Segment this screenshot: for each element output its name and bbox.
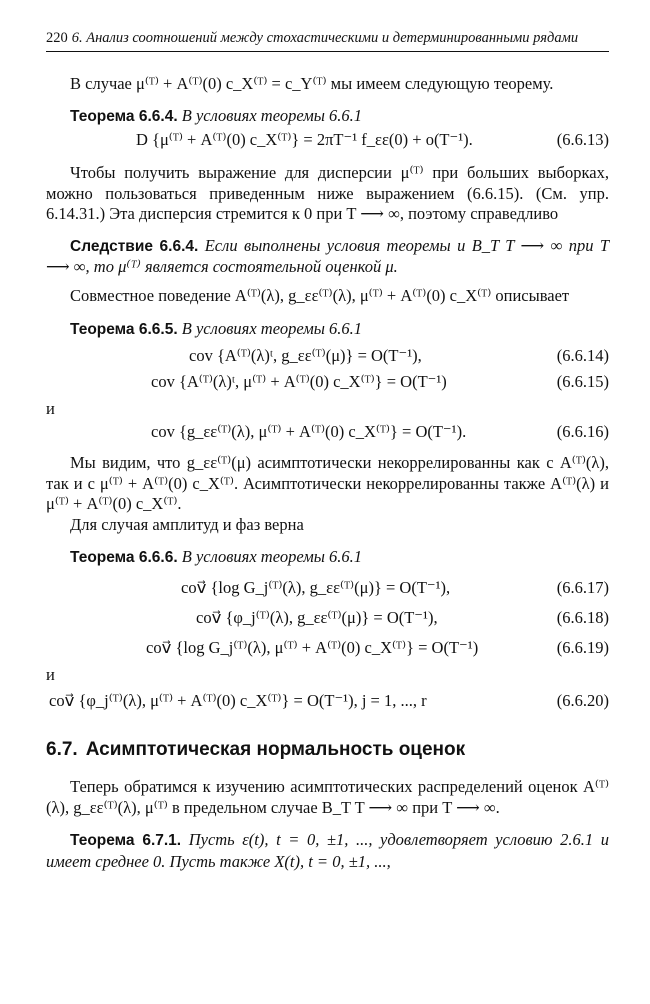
corollary-label: Следствие 6.6.4. [70, 237, 199, 255]
equation-formula: cov {A⁽ᵀ⁾(λ)ᵗ, μ⁽ᵀ⁾ + A⁽ᵀ⁾(0) c_X⁽ᵀ⁾} = O(T⁻¹) [151, 371, 447, 391]
equation-number: (6.6.18) [556, 607, 609, 627]
theorem-label: Теорема 6.6.6. [70, 549, 178, 566]
equation-formula: cov⃗ {log G_j⁽ᵀ⁾(λ), μ⁽ᵀ⁾ + A⁽ᵀ⁾(0) c_X⁽ᵀ⁾} = O(T⁻¹) [146, 637, 479, 657]
paragraph-intro: В случае μ⁽ᵀ⁾ + A⁽ᵀ⁾(0) c_X⁽ᵀ⁾ = c_Y⁽ᵀ⁾ мы имеем следующую теорему. [70, 74, 554, 93]
equation-formula: D {μ⁽ᵀ⁾ + A⁽ᵀ⁾(0) c_X⁽ᵀ⁾} = 2πT⁻¹ f_εε(0) + o(T⁻¹). [136, 130, 473, 149]
section-heading [46, 739, 609, 761]
theorem-6-6-4 [46, 106, 609, 128]
paragraph-asymptotic-distributions: Теперь обратимся к изучению асимптотических распределений оценок A⁽ᵀ⁾(λ), g_εε⁽ᵀ⁾(λ), μ⁽ᵀ⁾ в предельном случае B_T T ⟶ ∞ при T ⟶ ∞. [46, 777, 609, 817]
equation-number: (6.6.17) [556, 577, 609, 597]
equation-number: (6.6.15) [556, 371, 609, 391]
equation-6-6-19 [46, 633, 609, 663]
equation-6-6-14 [46, 343, 609, 369]
equation-formula: cov⃗ {φ_j⁽ᵀ⁾(λ), g_εε⁽ᵀ⁾(μ)} = O(T⁻¹), [196, 607, 438, 627]
paragraph-uncorrelated: Мы видим, что g_εε⁽ᵀ⁾(μ) асимптотически некоррелированны как с A⁽ᵀ⁾(λ), так и с μ⁽ᵀ⁾ + A⁽ᵀ⁾(0) c_X⁽ᵀ⁾. Асимптотически некоррелированны также A⁽ᵀ⁾(λ) и μ⁽ᵀ⁾ + A⁽ᵀ⁾(0) c_X⁽ᵀ⁾. [46, 453, 609, 513]
section-title: Асимптотическая нормальность оценок [85, 739, 466, 760]
theorem-label: Теорема 6.7.1. [70, 832, 182, 849]
theorem-text: В условиях теоремы 6.6.1 [181, 547, 363, 566]
equation-6-6-17 [46, 573, 609, 603]
running-title: 6. Анализ соотношений между стохастическими и детерминированными рядами [71, 30, 579, 46]
book-page [46, 30, 609, 872]
page-number: 220 [46, 30, 68, 46]
theorem-6-6-5 [46, 319, 609, 341]
equation-formula: cov {g_εε⁽ᵀ⁾(λ), μ⁽ᵀ⁾ + A⁽ᵀ⁾(0) c_X⁽ᵀ⁾} = O(T⁻¹). [151, 422, 467, 441]
equation-formula: cov⃗ {log G_j⁽ᵀ⁾(λ), g_εε⁽ᵀ⁾(μ)} = O(T⁻¹), [181, 577, 451, 597]
corollary-6-6-4 [46, 236, 609, 278]
conjunction-and: и [46, 664, 55, 684]
theorem-text: В условиях теоремы 6.6.1 [181, 319, 363, 338]
equation-formula: cov {A⁽ᵀ⁾(λ)ᵗ, g_εε⁽ᵀ⁾(μ)} = O(T⁻¹), [189, 345, 422, 365]
paragraph-joint-behavior: Совместное поведение A⁽ᵀ⁾(λ), g_εε⁽ᵀ⁾(λ), μ⁽ᵀ⁾ + A⁽ᵀ⁾(0) c_X⁽ᵀ⁾ описывает [70, 285, 570, 305]
theorem-text: В условиях теоремы 6.6.1 [181, 105, 363, 125]
equation-6-6-13 [46, 127, 609, 153]
equation-number: (6.6.19) [556, 637, 609, 657]
equation-number: (6.6.13) [556, 130, 609, 149]
corollary-text: Если выполнены условия теоремы и B_T T ⟶ ∞ при T ⟶ ∞, то μ⁽ᵀ⁾ является состоятельной оценкой μ. [46, 235, 610, 276]
theorem-label: Теорема 6.6.4. [70, 107, 178, 125]
equation-6-6-16 [46, 419, 609, 445]
section-number: 6.7. [46, 739, 78, 760]
equation-6-6-20 [46, 685, 609, 717]
theorem-label: Теорема 6.6.5. [70, 321, 178, 338]
conjunction-and: и [46, 398, 55, 418]
running-header [46, 30, 609, 52]
paragraph-dispersion: Чтобы получить выражение для дисперсии μ⁽ᵀ⁾ при больших выборках, можно пользоваться приведенным ниже выражением (6.6.15). (См. упр. 6.14.31.) Эта дисперсия стремится к 0 при T ⟶ ∞, поэтому справедливо [46, 163, 609, 223]
equation-6-6-15 [46, 369, 609, 395]
equation-6-6-18 [46, 603, 609, 633]
equation-number: (6.6.16) [556, 422, 609, 441]
paragraph-amplitudes: Для случая амплитуд и фаз верна [70, 514, 304, 534]
theorem-text: Пусть ε(t), t = 0, ±1, ..., удовлетворяет условию 2.6.1 и имеет среднее 0. Пусть также X(t), t = 0, ±1, ..., [46, 830, 609, 871]
theorem-6-7-1 [46, 830, 609, 872]
equation-number: (6.6.14) [556, 345, 609, 365]
theorem-6-6-6 [46, 547, 609, 569]
equation-formula: cov⃗ {φ_j⁽ᵀ⁾(λ), μ⁽ᵀ⁾ + A⁽ᵀ⁾(0) c_X⁽ᵀ⁾} = O(T⁻¹), j = 1, ..., r [49, 691, 427, 710]
equation-number: (6.6.20) [556, 691, 609, 710]
